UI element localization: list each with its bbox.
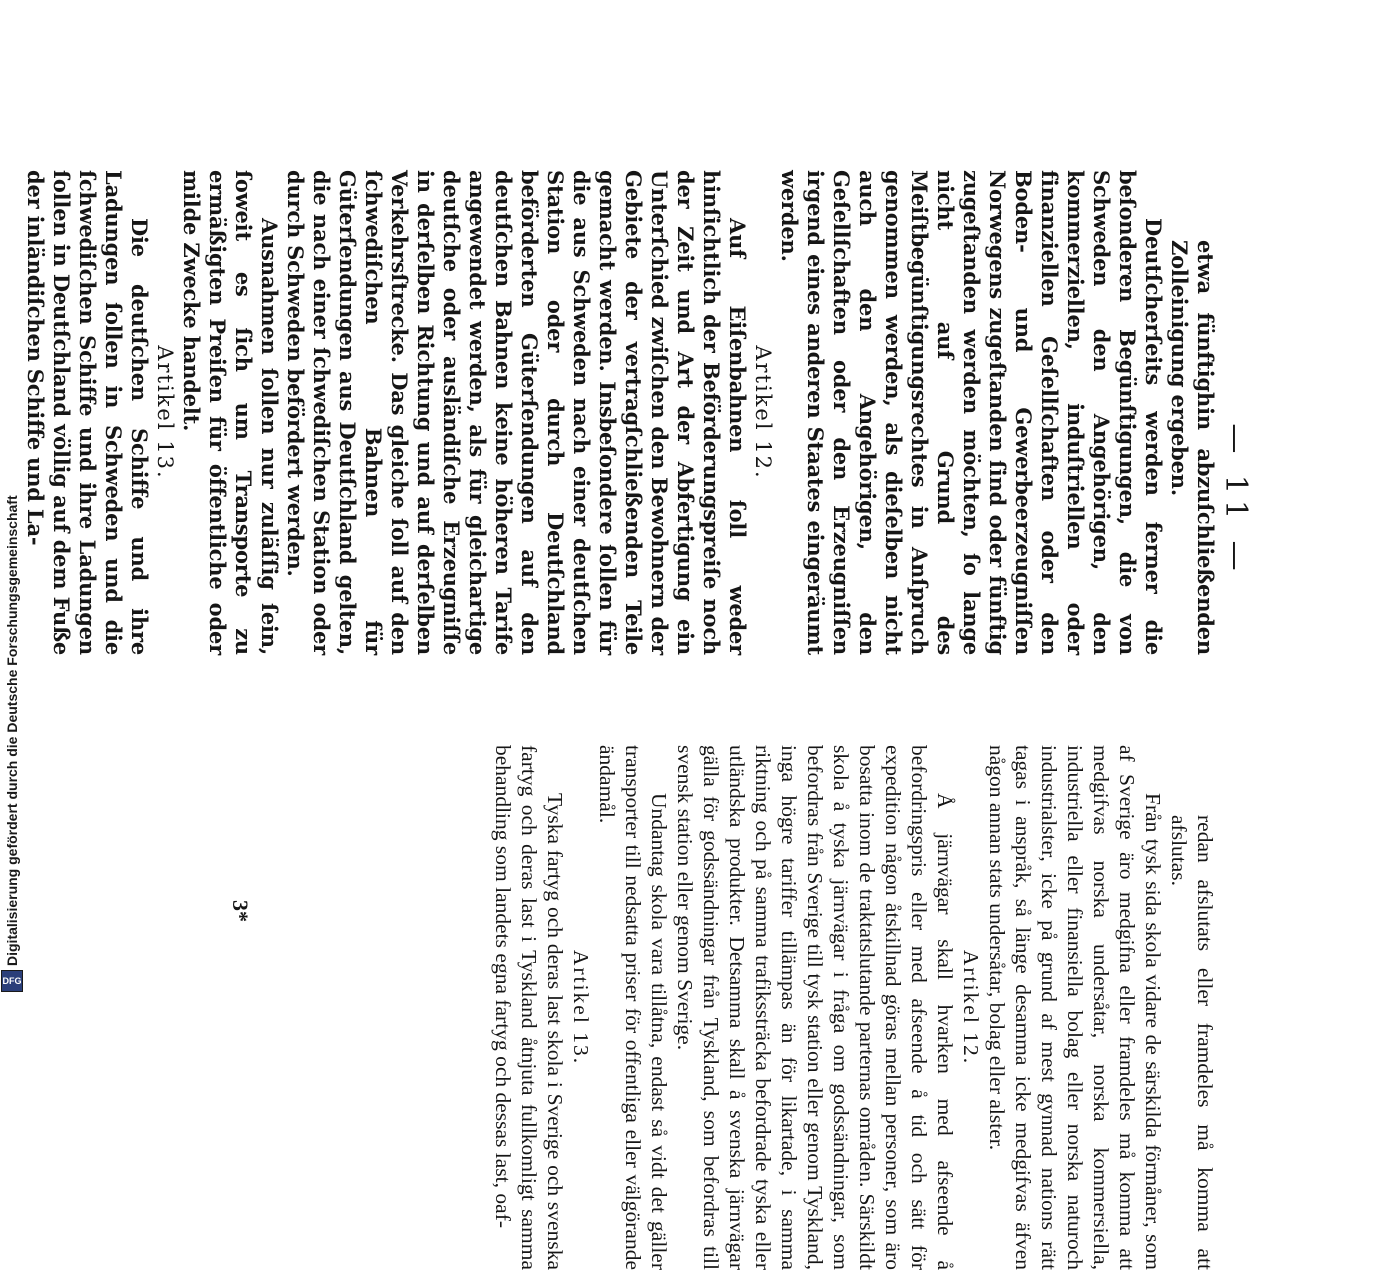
german-paragraph: Auf Eiſenbahnen ſoll weder hinſichtlich der Beförderungspreiſe noch der Zeit und Art der Abfertigung ein Unterſchied zwiſchen den Bewohnern der Gebiete der vertragſchließenden Teile gemacht werden. Insbeſondere ſollen für die aus Schweden nach einer deutſchen Station oder durch Deutſchland beförderten Güterſendungen auf den deutſchen Bahnen keine höheren Tarife angewendet werden, als für gleichartige deutſche oder ausländiſche Erzeugniſſe in derſelben Richtung und auf derſelben Verkehrsſtrecke. Das gleiche ſoll auf den ſchwediſchen Bahnen für Güterſendungen aus Deutſchland gelten, die nach einer ſchwediſchen Station oder durch Schweden befördert werden. <box>283 170 750 655</box>
digitization-credit <box>0 0 24 1000</box>
german-paragraph: Ausnahmen ſollen nur zuläſſig ſein, ſoweit es ſich um Transporte zu ermäßigten Preiſen für öffentliche oder milde Zwecke handelt. <box>179 170 282 655</box>
swedish-paragraph: Tyska fartyg och deras last skola i Sverige och svenska fartyg och deras last i Tyskland åtnjuta fullkomligt samma behandling som landets egna fartyg och dessas last, oaf- <box>491 745 567 1270</box>
swedish-paragraph: Från tysk sida skola vidare de särskilda förmåner, som af Sverige äro medgifna eller framdeles må komma att medgifvas norska undersåtar, norska kommersiella, industriella eller finansiella bolag eller norska naturoch industrialster, icke på grund af mest gynnad nations rätt tagas i anspråk, så länge desamma icke medgifvas äfven någon annan stats undersåtar, bolag eller alster. <box>985 745 1165 1270</box>
credit-text: Digitalisierung gefördert durch die Deutsche Forschungsgemeinschaft <box>4 495 20 966</box>
german-heading-artikel-13: Artikel 13. <box>153 345 177 480</box>
german-heading-artikel-12: Artikel 12. <box>751 345 775 480</box>
swedish-heading-artikel-12: Artikel 12. <box>959 949 983 1066</box>
dfg-logo-icon: DFG <box>1 970 23 992</box>
swedish-paragraph: Å järnvägar skall hvarken med afseende å befordringspris eller med afseende å tid och sätt för expedition någon åtskillnad göras mellan personer, som äro bosatta inom de traktatslutande parternas områden. Särskildt skola å tyska järnvägar i fråga om godssändningar, som befordras från Sverige till tysk station eller genom Tyskland, inga högre tariffer tillämpas än för likartade, i samma riktning och på samma trafikssträcka befordrade tyska eller utländska produkter. Detsamma skall å svenska järnvägar gälla för godssändningar från Tyskland, som befordras till svensk station eller genom Sverige. <box>673 745 957 1270</box>
swedish-paragraph: Undantag skola vara tillåtna, endast så vidt det gäller transporter till nedsatta priser för offentliga eller välgörande ändamål. <box>595 745 671 1270</box>
sheet-signature: 3* <box>228 900 253 922</box>
german-paragraph-continuation: etwa fünftighin abzuſchließenden Zolleinigung ergeben. <box>1167 240 1218 655</box>
page-number: — 11 — <box>1218 423 1253 577</box>
german-paragraph: Deutſcherſeits werden ferner die beſonderen Begünſtigungen, die von Schweden den Angehörigen, den kommerziellen, induſtriellen oder finanziellen Geſellſchaften oder den Boden- und Gewerbeerzeugniſſen Norwegens zugeſtanden ſind oder fünftig zugeſtanden werden möchten, ſo lange nicht auf Grund des Meiſtbegünſtigungsrechtes in Anſpruch genommen werden, als dieſelben nicht auch den Angehörigen, den Geſellſchaften oder den Erzeugniſſen irgend eines anderen Staates eingeräumt werden. <box>777 170 1166 655</box>
german-column <box>22 170 1218 655</box>
german-paragraph: Die deutſchen Schiffe und ihre Ladungen ſollen in Schweden und die ſchwediſchen Schiffe und ihre Ladungen ſollen in Deutſchland völlig auf dem Fuße der inländiſchen Schiffe und La- <box>23 170 152 655</box>
swedish-heading-artikel-13: Artikel 13. <box>569 949 593 1066</box>
swedish-column <box>490 745 1218 1270</box>
swedish-paragraph-continuation: redan afslutats eller framdeles må komma att afslutas. <box>1167 815 1217 1270</box>
